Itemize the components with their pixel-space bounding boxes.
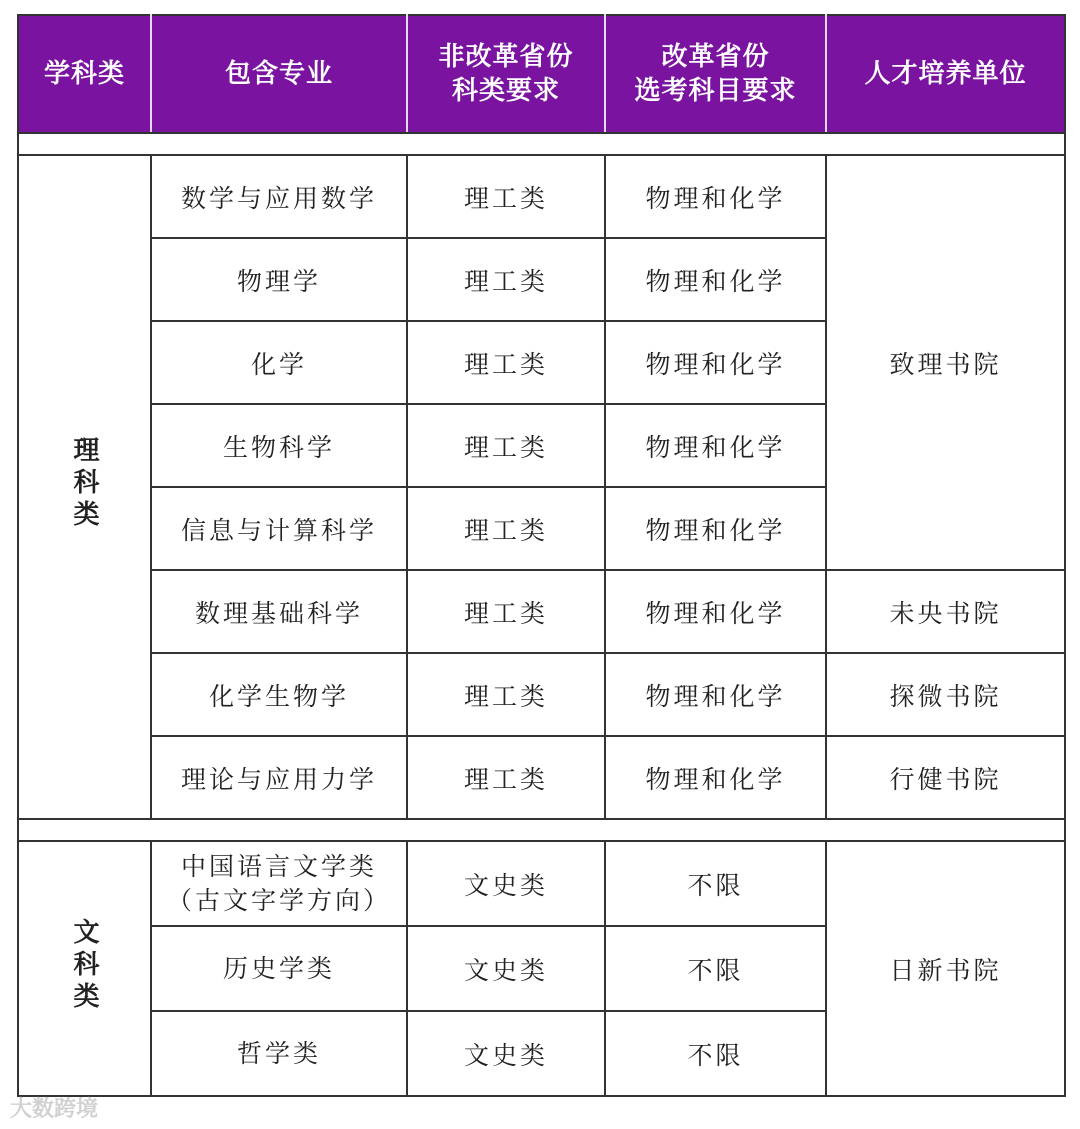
nonreform-cell: 文史类 xyxy=(407,841,605,926)
major-cell: 化学生物学 xyxy=(151,653,407,736)
major-cell: 历史学类 xyxy=(151,926,407,1011)
category-label: 文科类 xyxy=(69,917,99,1014)
reform-cell: 不限 xyxy=(605,1011,826,1096)
major-cell: 中国语言文学类 （古文字学方向） xyxy=(151,841,407,926)
unit-cell: 致理书院 xyxy=(826,155,1065,570)
major-cell: 生物科学 xyxy=(151,404,407,487)
nonreform-cell: 理工类 xyxy=(407,653,605,736)
nonreform-cell: 理工类 xyxy=(407,404,605,487)
admission-table xyxy=(17,14,1066,1097)
watermark: 大数跨境 xyxy=(10,1097,99,1122)
reform-cell: 物理和化学 xyxy=(605,321,826,404)
nonreform-cell: 理工类 xyxy=(407,321,605,404)
table-row xyxy=(18,155,1065,238)
nonreform-cell: 文史类 xyxy=(407,1011,605,1096)
spacer-row xyxy=(18,819,1065,841)
header-major: 包含专业 xyxy=(151,15,407,133)
reform-cell: 物理和化学 xyxy=(605,487,826,570)
unit-cell: 行健书院 xyxy=(826,736,1065,819)
major-cell: 哲学类 xyxy=(151,1011,407,1096)
reform-cell: 物理和化学 xyxy=(605,238,826,321)
header-reform: 改革省份 选考科目要求 xyxy=(605,15,826,133)
header-unit: 人才培养单位 xyxy=(826,15,1065,133)
unit-cell: 日新书院 xyxy=(826,841,1065,1096)
reform-cell: 物理和化学 xyxy=(605,653,826,736)
nonreform-cell: 文史类 xyxy=(407,926,605,1011)
nonreform-cell: 理工类 xyxy=(407,155,605,238)
major-cell: 理论与应用力学 xyxy=(151,736,407,819)
header-category: 学科类 xyxy=(18,15,151,133)
table-row xyxy=(18,653,1065,736)
reform-cell: 物理和化学 xyxy=(605,404,826,487)
major-cell: 物理学 xyxy=(151,238,407,321)
table-row xyxy=(18,736,1065,819)
nonreform-cell: 理工类 xyxy=(407,487,605,570)
reform-cell: 不限 xyxy=(605,926,826,1011)
nonreform-cell: 理工类 xyxy=(407,570,605,653)
unit-cell: 探微书院 xyxy=(826,653,1065,736)
major-cell: 化学 xyxy=(151,321,407,404)
spacer xyxy=(18,133,1065,155)
header-row xyxy=(18,15,1065,133)
major-cell: 数理基础科学 xyxy=(151,570,407,653)
category-cell xyxy=(18,155,151,819)
major-cell: 数学与应用数学 xyxy=(151,155,407,238)
reform-cell: 物理和化学 xyxy=(605,736,826,819)
table-row xyxy=(18,841,1065,926)
nonreform-cell: 理工类 xyxy=(407,736,605,819)
table-row xyxy=(18,570,1065,653)
major-cell: 信息与计算科学 xyxy=(151,487,407,570)
category-label: 理科类 xyxy=(69,436,99,532)
category-cell xyxy=(18,841,151,1096)
reform-cell: 物理和化学 xyxy=(605,570,826,653)
nonreform-cell: 理工类 xyxy=(407,238,605,321)
spacer xyxy=(18,819,1065,841)
reform-cell: 不限 xyxy=(605,841,826,926)
unit-cell: 未央书院 xyxy=(826,570,1065,653)
reform-cell: 物理和化学 xyxy=(605,155,826,238)
header-nonreform: 非改革省份 科类要求 xyxy=(407,15,605,133)
spacer-row xyxy=(18,133,1065,155)
